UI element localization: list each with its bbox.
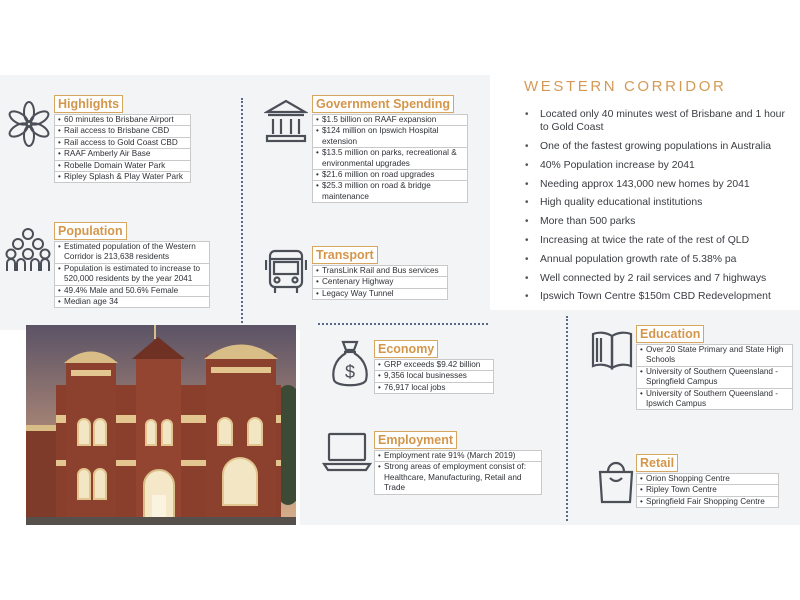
divider-mid [318, 323, 488, 325]
transport-list [312, 265, 448, 300]
list-item: • More than 500 parks [522, 215, 794, 228]
list-item: • Legacy Way Tunnel [312, 288, 448, 300]
list-item: • Springfield Fair Shopping Centre [636, 496, 779, 508]
historic-building-image [26, 325, 296, 525]
highlights-title: Highlights [54, 95, 123, 113]
list-item: • Ripley Splash & Play Water Park [54, 171, 191, 183]
western-corridor-list [522, 108, 794, 309]
population-title: Population [54, 222, 127, 240]
western-corridor-title: WESTERN CORRIDOR [524, 78, 727, 95]
shopping-bag-icon [596, 456, 636, 506]
economy-section [374, 340, 494, 394]
list-item: • 40% Population increase by 2041 [522, 159, 794, 172]
list-item: • University of Southern Queensland - Ipswich Campus [636, 388, 793, 411]
list-item: • Ipswich Town Centre $150m CBD Redevelopment [522, 290, 794, 303]
book-icon [590, 328, 634, 374]
list-item: • $21.6 million on road upgrades [312, 169, 468, 181]
list-item: • Strong areas of employment consist of: Healthcare, Manufacturing, Retail and Trade [374, 461, 542, 494]
population-list [54, 241, 210, 308]
bus-icon [265, 248, 307, 296]
list-item: • Well connected by 2 rail services and 7 highways [522, 272, 794, 285]
list-item: • $13.5 million on parks, recreational & environmental upgrades [312, 147, 468, 170]
money-bag-icon [330, 338, 370, 390]
list-item: • RAAF Amberly Air Base [54, 148, 191, 160]
people-icon [5, 225, 51, 273]
employment-section [374, 431, 542, 495]
list-item: • Employment rate 91% (March 2019) [374, 450, 542, 462]
list-item: • One of the fastest growing populations in Australia [522, 140, 794, 153]
employment-title: Employment [374, 431, 457, 449]
list-item: • Over 20 State Primary and State High Schools [636, 344, 793, 367]
government-spending-title: Government Spending [312, 95, 454, 113]
list-item: • 9,356 local businesses [374, 370, 494, 382]
list-item: • GRP exceeds $9.42 billion [374, 359, 494, 371]
economy-title: Economy [374, 340, 438, 358]
list-item: • 49.4% Male and 50.6% Female [54, 285, 210, 297]
list-item: • Centenary Highway [312, 276, 448, 288]
list-item: • Orion Shopping Centre [636, 473, 779, 485]
government-spending-section [312, 95, 468, 203]
laptop-icon [322, 430, 372, 474]
list-item: • Median age 34 [54, 296, 210, 308]
list-item: • Ripley Town Centre [636, 484, 779, 496]
list-item: • Rail access to Brisbane CBD [54, 125, 191, 137]
education-list [636, 344, 793, 410]
list-item: • $1.5 billion on RAAF expansion [312, 114, 468, 126]
list-item: • TransLink Rail and Bus services [312, 265, 448, 277]
list-item: • University of Southern Queensland - Springfield Campus [636, 366, 793, 389]
list-item: • $25.3 million on road & bridge maintenance [312, 180, 468, 203]
transport-title: Transport [312, 246, 378, 264]
list-item: • Estimated population of the Western Corridor is 213,638 residents [54, 241, 210, 264]
employment-list [374, 450, 542, 495]
list-item: • $124 million on Ipswich Hospital extension [312, 125, 468, 148]
list-item: • Needing approx 143,000 new homes by 2041 [522, 178, 794, 191]
list-item: • Robelle Domain Water Park [54, 160, 191, 172]
svg-text:$: $ [344, 362, 356, 382]
list-item: • Increasing at twice the rate of the rest of QLD [522, 234, 794, 247]
list-item: • Rail access to Gold Coast CBD [54, 137, 191, 149]
government-spending-list [312, 114, 468, 203]
divider-left [241, 98, 243, 323]
bank-building-icon [264, 98, 308, 144]
retail-title: Retail [636, 454, 678, 472]
economy-list [374, 359, 494, 394]
retail-section [636, 454, 779, 508]
list-item: • Annual population growth rate of 5.38% pa [522, 253, 794, 266]
retail-list [636, 473, 779, 508]
education-title: Education [636, 325, 704, 343]
list-item: • High quality educational institutions [522, 196, 794, 209]
population-section [54, 222, 210, 308]
education-section [636, 325, 793, 410]
highlights-section [54, 95, 191, 183]
divider-bottom [566, 316, 568, 521]
transport-section [312, 246, 448, 300]
highlights-list [54, 114, 191, 183]
list-item: • Located only 40 minutes west of Brisbane and 1 hour to Gold Coast [522, 108, 794, 134]
flower-icon [8, 100, 50, 148]
list-item: • 60 minutes to Brisbane Airport [54, 114, 191, 126]
list-item: • Population is estimated to increase to 520,000 residents by the year 2041 [54, 263, 210, 286]
list-item: • 76,917 local jobs [374, 382, 494, 394]
